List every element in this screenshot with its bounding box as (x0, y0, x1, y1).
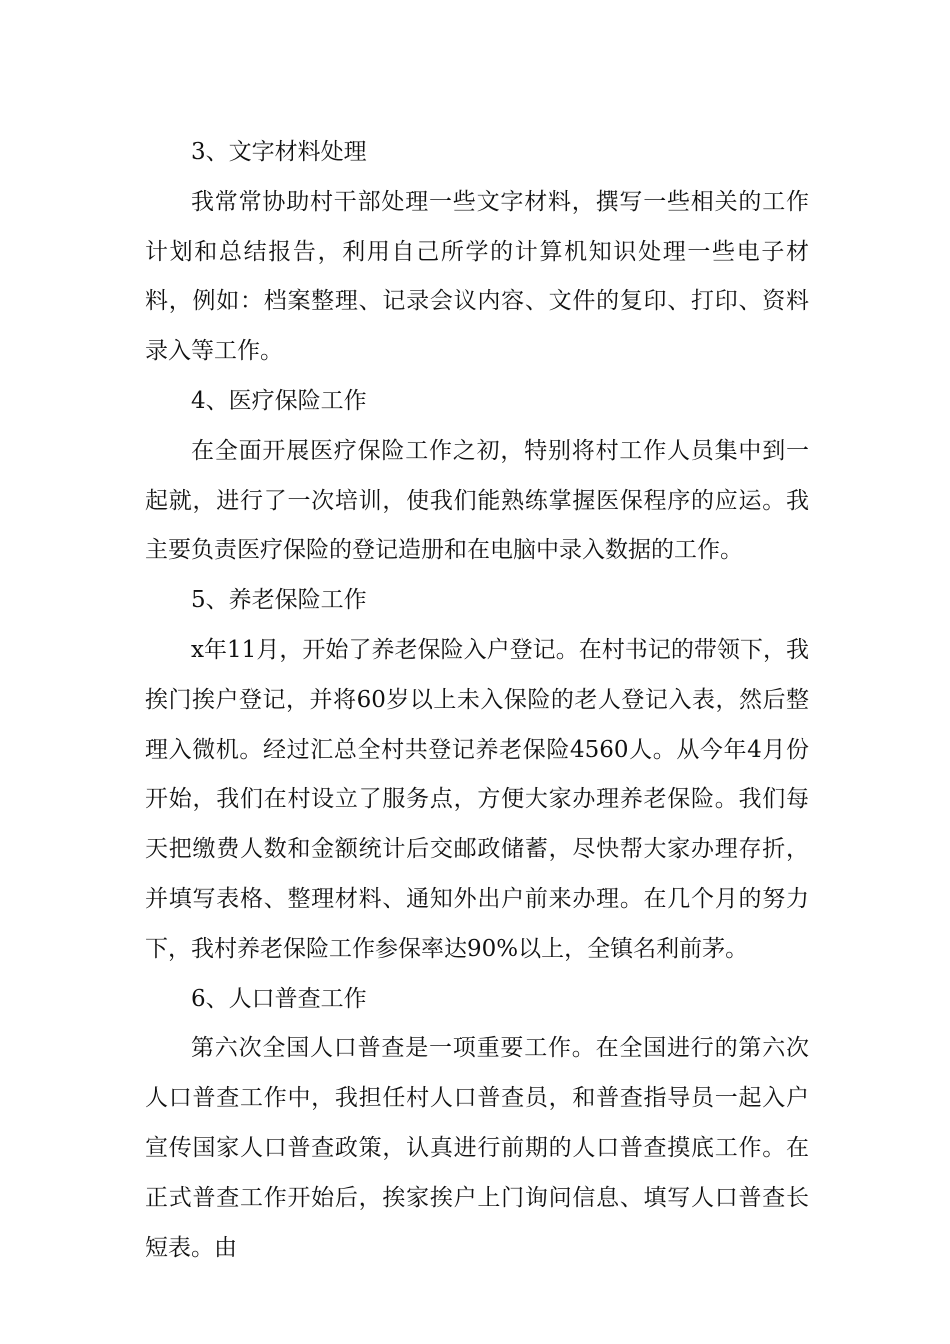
section-heading-5: 5、养老保险工作 (191, 587, 367, 614)
section-heading-6: 6、人口普查工作 (191, 985, 367, 1012)
document-body (145, 128, 809, 1273)
section-paragraph-4: 在全面开展医疗保险工作之初，特别将村工作人员集中到一起就，进行了一次培训，使我们能熟练掌握医保程序的应运。我主要负责医疗保险的登记造册和在电脑中录入数据的工作。 (145, 437, 809, 564)
section-heading-4: 4、医疗保险工作 (191, 387, 367, 414)
section-paragraph-6: 第六次全国人口普查是一项重要工作。在全国进行的第六次人口普查工作中，我担任村人口普查员，和普查指导员一起入户宣传国家人口普查政策，认真进行前期的人口普查摸底工作。在正式普查工作开始后，挨家挨户上门询问信息、填写人口普查长短表。由 (145, 1035, 809, 1261)
section-heading-3: 3、文字材料处理 (191, 139, 367, 165)
section-paragraph-3: 我常常协助村干部处理一些文字材料，撰写一些相关的工作计划和总结报告，利用自己所学的计算机知识处理一些电子材料，例如：档案整理、记录会议内容、文件的复印、打印、资料录入等工作。 (145, 188, 809, 365)
section-paragraph-5: x年11月，开始了养老保险入户登记。在村书记的带领下，我挨门挨户登记，并将60岁以上未入保险的老人登记入表，然后整理入微机。经过汇总全村共登记养老保险4560人。从今年4月份开始，我们在村设立了服务点，方便大家办理养老保险。我们每天把缴费人数和金额统计后交邮政储蓄，尽快帮大家办理存折，并填写表格、整理材料、通知外出户前来办理。在几个月的努力下，我村养老保险工作参保率达90%以上，全镇名利前茅。 (145, 636, 809, 962)
